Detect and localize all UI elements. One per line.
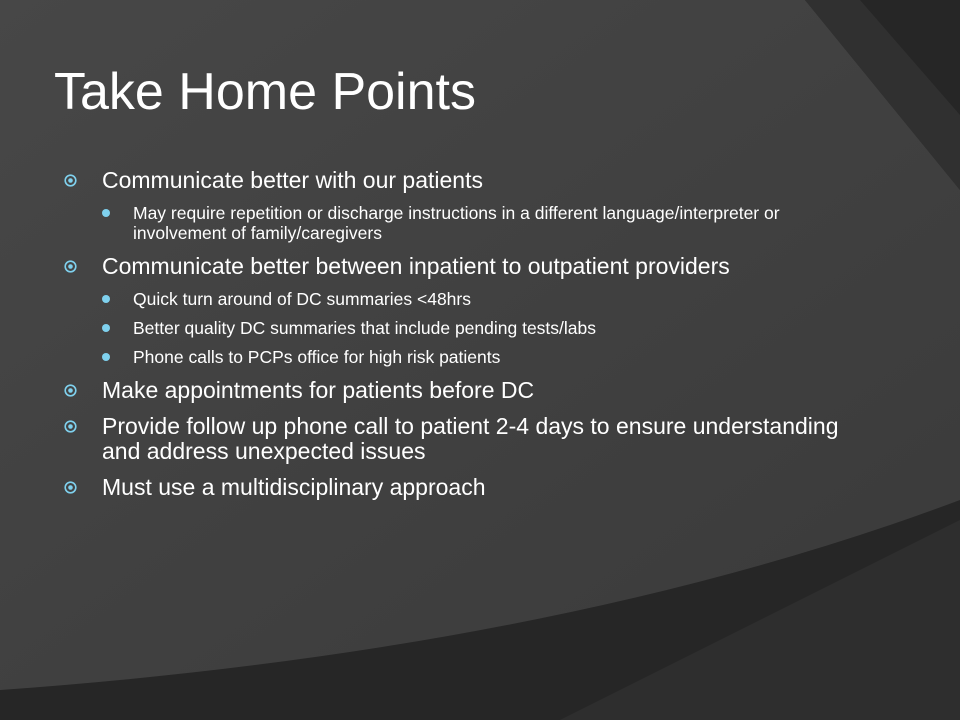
main-point-text: Must use a multidisciplinary approach xyxy=(102,474,486,500)
circled-dot-icon xyxy=(64,384,77,397)
circled-dot-icon xyxy=(64,174,77,187)
filled-circle-icon xyxy=(102,295,110,303)
filled-circle-icon xyxy=(102,324,110,332)
sub-point-text: Quick turn around of DC summaries <48hrs xyxy=(133,289,471,309)
main-point xyxy=(62,168,842,243)
sub-point xyxy=(102,289,842,309)
main-point-text: Communicate better between inpatient to outpatient providers xyxy=(102,253,730,279)
sub-point xyxy=(102,347,842,367)
sub-point xyxy=(102,203,842,243)
main-point xyxy=(62,475,842,500)
circled-dot-icon xyxy=(64,260,77,273)
slide-title: Take Home Points xyxy=(54,63,476,121)
sub-point xyxy=(102,318,842,338)
circled-dot-icon xyxy=(64,420,77,433)
main-point-text: Make appointments for patients before DC xyxy=(102,377,535,403)
main-point xyxy=(62,414,842,464)
main-point-text: Communicate better with our patients xyxy=(102,167,483,193)
sub-point-text: May require repetition or discharge instructions in a different language/interpreter or involvement of family/caregivers xyxy=(133,203,780,243)
circled-dot-icon xyxy=(64,481,77,494)
filled-circle-icon xyxy=(102,209,110,217)
main-point xyxy=(62,254,842,367)
sub-point-text: Better quality DC summaries that include pending tests/labs xyxy=(133,318,597,338)
filled-circle-icon xyxy=(102,353,110,361)
main-point xyxy=(62,378,842,403)
points-list xyxy=(62,168,842,511)
main-point-text: Provide follow up phone call to patient 2-4 days to ensure understanding and address unexpected issues xyxy=(102,413,839,464)
sub-point-text: Phone calls to PCPs office for high risk patients xyxy=(133,347,501,367)
subpoints-list xyxy=(102,203,842,243)
subpoints-list xyxy=(102,289,842,367)
